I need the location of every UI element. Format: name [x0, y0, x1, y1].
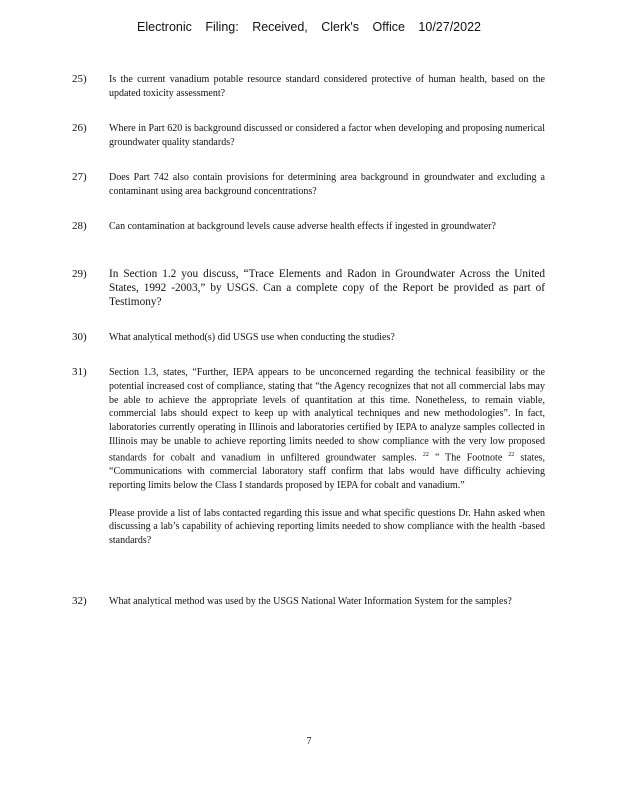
question-followup: Please provide a list of labs contacted regarding this issue and what specific questions Dr. Hahn asked when discussing a lab’s capability of achieving reporting limits needed to show compliance with the health -based standards? [109, 507, 545, 547]
question-number: 29) [72, 268, 87, 280]
question-number: 26) [72, 122, 87, 134]
question-number: 31) [72, 366, 87, 378]
question-number: 28) [72, 220, 87, 232]
question-text-quote: states, “Communications with commercial laboratory staff confirm that labs would have difficulty achieving reporting limits below the Class I standards proposed by IEPA for cobalt and vanadium.” [109, 452, 546, 491]
question-text: Where in Part 620 is background discussed or considered a factor when developing and proposing numerical groundwater quality standards? [109, 123, 545, 148]
question-text: What analytical method(s) did USGS use when conducting the studies? [109, 332, 395, 343]
question-number: 30) [72, 331, 87, 343]
question-text: Does Part 742 also contain provisions for determining area background in groundwater and excluding a contaminant using area background concentrations? [109, 172, 545, 197]
question-number: 27) [72, 171, 87, 183]
page-number: 7 [306, 736, 312, 747]
question-text: Is the current vanadium potable resource standard considered protective of human health, based on the updated toxicity assessment? [109, 74, 545, 99]
question-text: What analytical method was used by the USGS National Water Information System for the samples? [109, 596, 512, 607]
question-number: 25) [72, 73, 87, 85]
footnote-reference: 22 [422, 451, 429, 458]
question-text-block [109, 366, 545, 548]
question-number: 32) [72, 595, 87, 607]
filing-header: Electronic Filing: Received, Clerk's Office 10/27/2022 [137, 20, 481, 34]
question-text: Section 1.3, states, “Further, IEPA appears to be unconcerned regarding the technical feasibility or the potential increased cost of compliance, stating that “the Agency recognizes that not all commercial labs may be able to achieve the appropriate levels of quantitation at this time. Nonetheless, to remain viable, commercial labs should expect to keep up with analytical techniques and new methodologies”. In fact, laboratories currently operating in Illinois and laboratories certified by IEPA to analyze samples collected in Illinois may be unable to achieve reporting limits needed to show compliance with the very low proposed standards for cobalt and vanadium in unfiltered groundwater samples. [109, 367, 545, 464]
question-text: Can contamination at background levels cause adverse health effects if ingested in groundwater? [109, 221, 496, 232]
question-text: In Section 1.2 you discuss, “Trace Elements and Radon in Groundwater Across the United States, 1992 -2003,” by USGS. Can a complete copy of the Report be provided as part of Testimony? [109, 268, 545, 308]
footnote-reference: 22 [508, 451, 515, 458]
question-text-continued: ” The Footnote [434, 452, 503, 464]
